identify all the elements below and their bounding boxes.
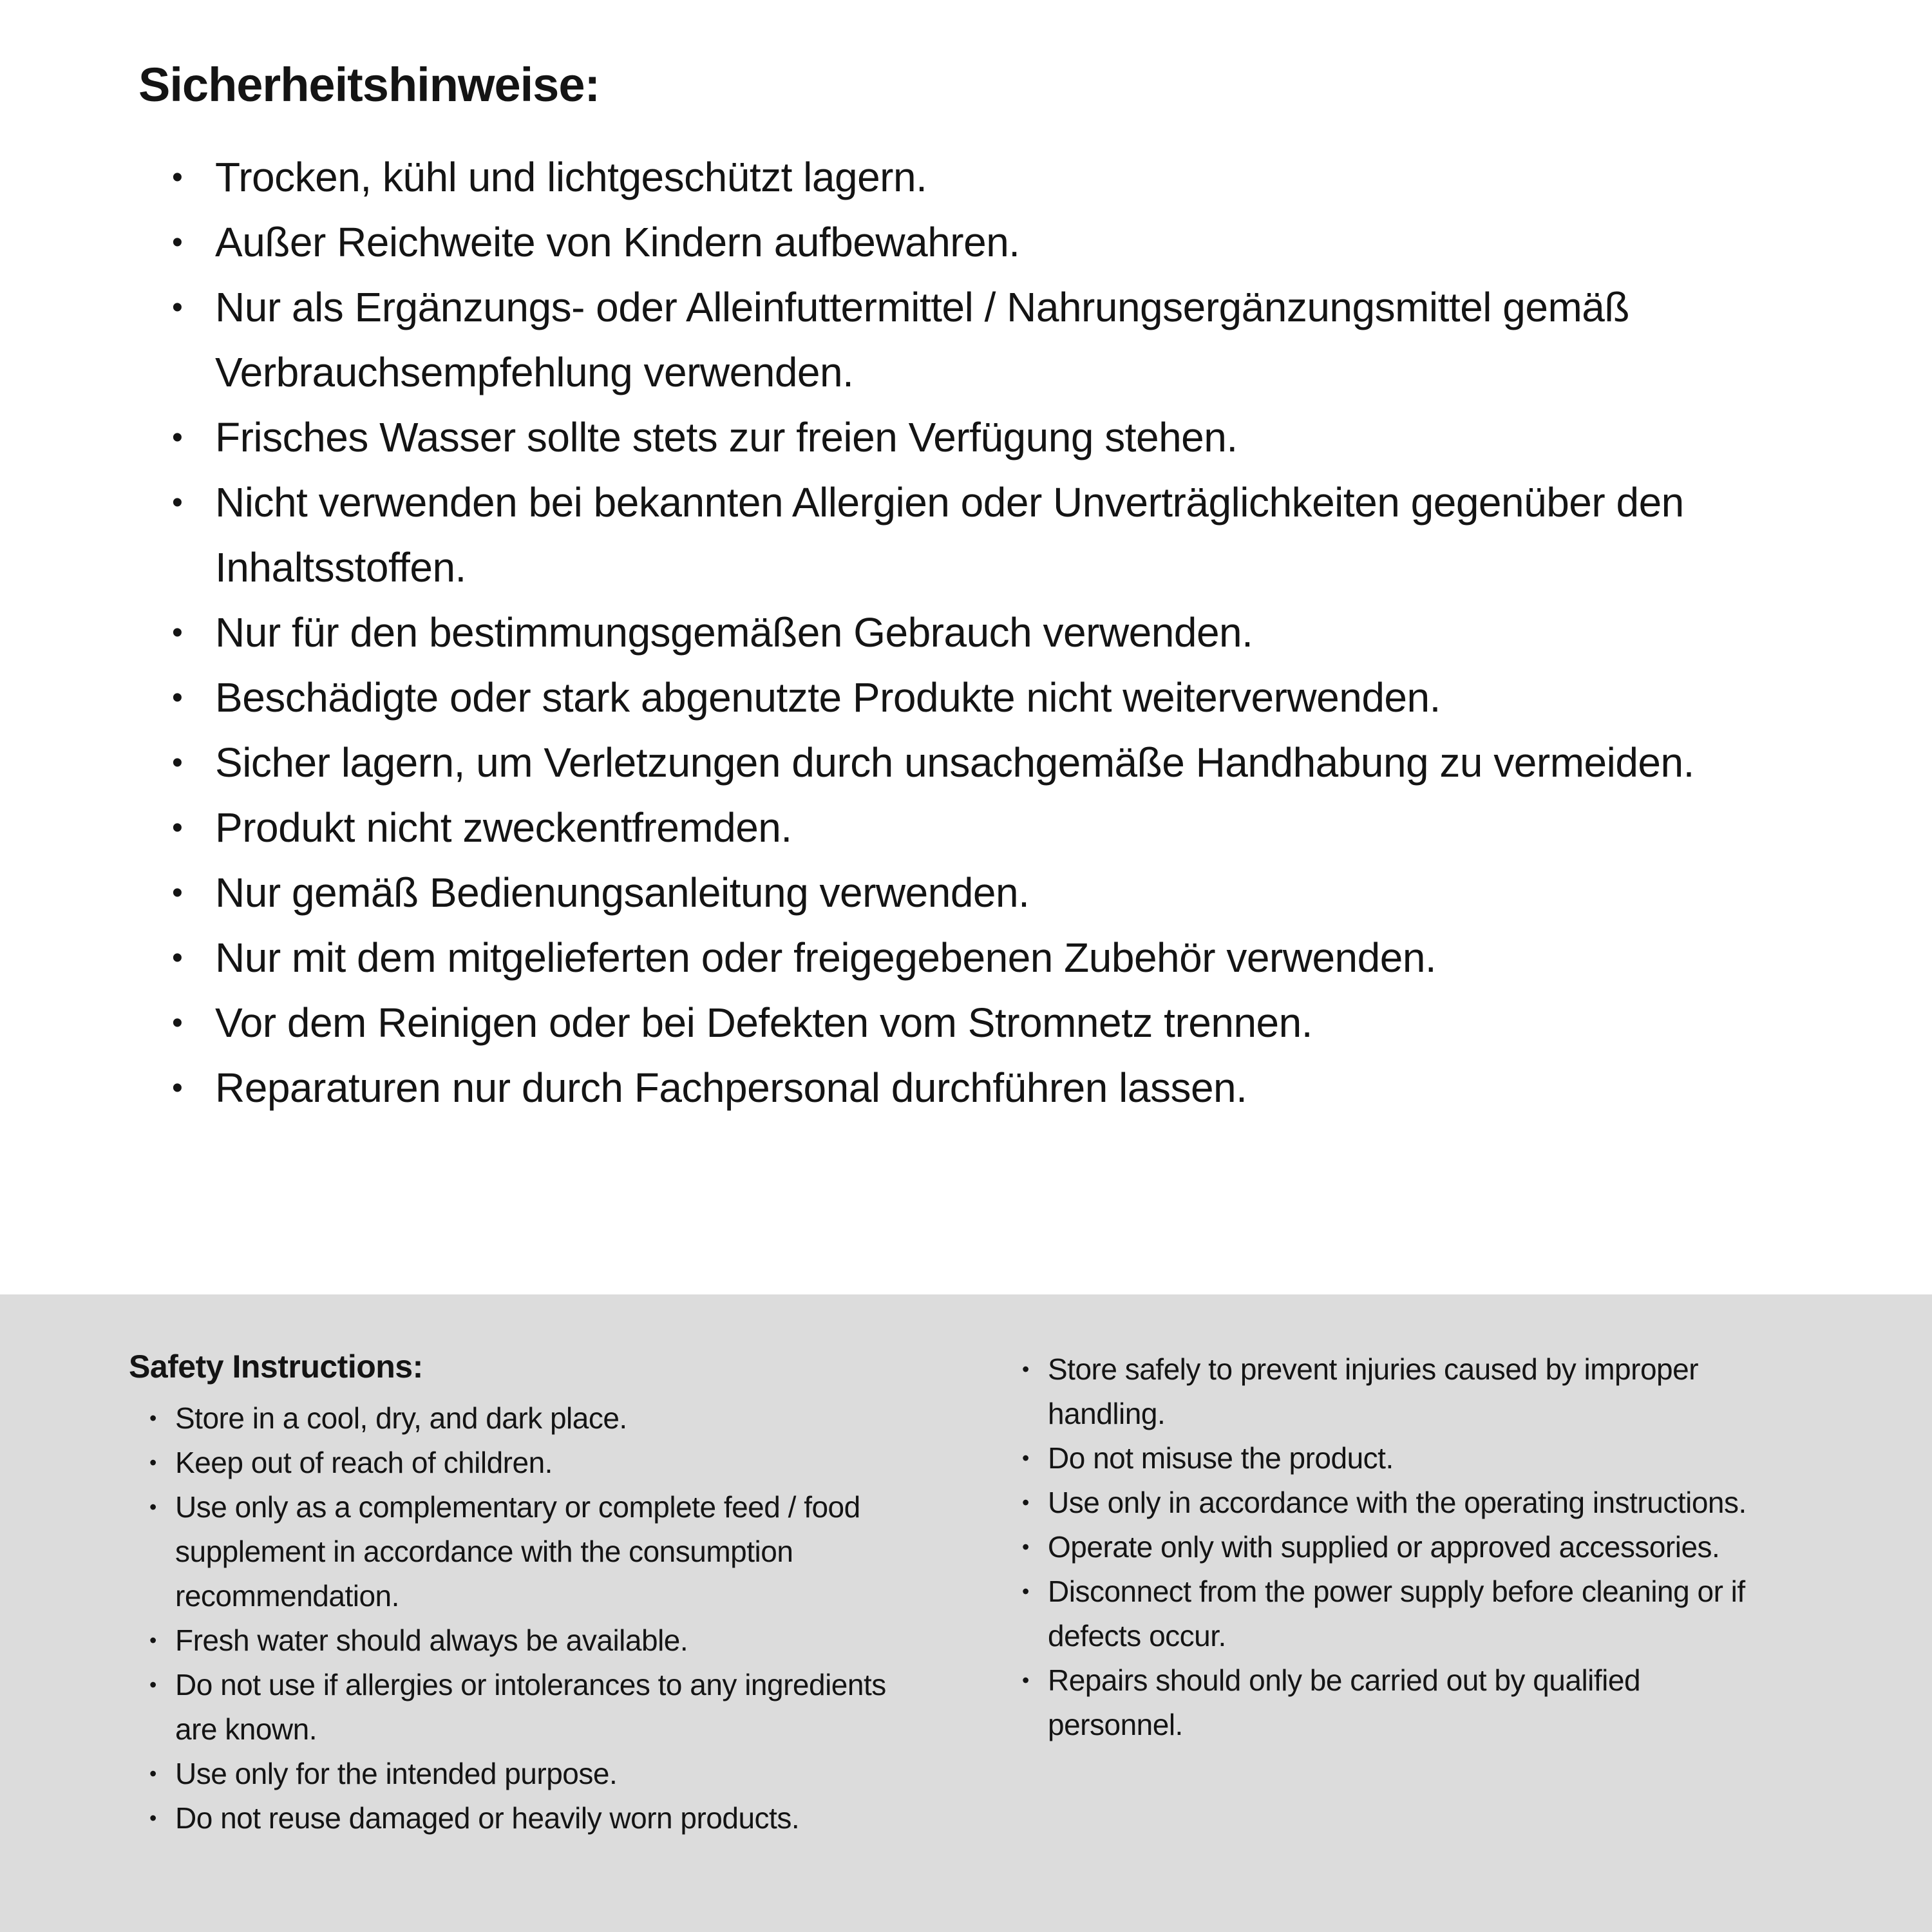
list-item-text: Vor dem Reinigen oder bei Defekten vom Stromnetz trennen. — [215, 999, 1312, 1046]
bullet-marker: • — [149, 1451, 156, 1474]
list-item-text: Store in a cool, dry, and dark place. — [175, 1401, 627, 1435]
list-item-text: Use only for the intended purpose. — [175, 1757, 618, 1790]
bullet-marker: • — [172, 680, 183, 715]
bullet-marker: • — [1022, 1580, 1029, 1603]
bullet-marker: • — [172, 745, 183, 780]
list-item — [138, 600, 1761, 665]
english-left-column — [129, 1347, 1001, 1841]
bullet-marker: • — [149, 1406, 156, 1430]
list-item — [1001, 1569, 1752, 1658]
bullet-marker: • — [172, 420, 183, 455]
bullet-marker: • — [172, 615, 183, 650]
list-item-text: Sicher lagern, um Verletzungen durch unsachgemäße Handhabung zu vermeiden. — [215, 739, 1694, 786]
list-item — [138, 1056, 1761, 1121]
list-item — [138, 990, 1761, 1056]
bullet-marker: • — [172, 1070, 183, 1105]
list-item — [138, 470, 1761, 600]
bullet-marker: • — [149, 1629, 156, 1652]
list-item-text: Nur als Ergänzungs- oder Alleinfuttermittel / Nahrungsergänzungsmittel gemäß Verbrauchsempfehlung verwenden. — [215, 283, 1629, 395]
list-item — [138, 860, 1761, 925]
list-item — [1001, 1347, 1752, 1436]
list-item — [129, 1618, 889, 1663]
bullet-marker: • — [1022, 1535, 1029, 1558]
list-item — [129, 1396, 889, 1441]
bullet-marker: • — [149, 1806, 156, 1830]
list-item — [138, 730, 1761, 795]
list-item — [129, 1796, 889, 1841]
english-section — [0, 1294, 1932, 1932]
list-item-text: Keep out of reach of children. — [175, 1446, 553, 1479]
german-section-title: Sicherheitshinweise: — [138, 58, 600, 111]
list-item — [138, 275, 1761, 405]
list-item-text: Do not reuse damaged or heavily worn products. — [175, 1801, 800, 1835]
english-safety-list-left — [129, 1396, 889, 1841]
bullet-marker: • — [172, 810, 183, 845]
list-item-text: Do not misuse the product. — [1048, 1441, 1394, 1475]
list-item-text: Fresh water should always be available. — [175, 1624, 688, 1657]
bullet-marker: • — [149, 1673, 156, 1696]
list-item-text: Repairs should only be carried out by qualified personnel. — [1048, 1663, 1641, 1741]
list-item-text: Reparaturen nur durch Fachpersonal durchführen lassen. — [215, 1064, 1247, 1111]
list-item — [138, 665, 1761, 730]
list-item — [129, 1441, 889, 1485]
list-item — [138, 210, 1761, 275]
list-item-text: Trocken, kühl und lichtgeschützt lagern. — [215, 153, 927, 200]
bullet-marker: • — [172, 1005, 183, 1040]
bullet-marker: • — [172, 485, 183, 520]
list-item-text: Use only in accordance with the operating instructions. — [1048, 1486, 1747, 1519]
list-item-text: Nur mit dem mitgelieferten oder freigegebenen Zubehör verwenden. — [215, 934, 1437, 981]
list-item — [129, 1485, 889, 1618]
list-item-text: Use only as a complementary or complete feed / food supplement in accordance with the consumption recommendation. — [175, 1490, 860, 1613]
list-item — [138, 925, 1761, 990]
list-item-text: Disconnect from the power supply before cleaning or if defects occur. — [1048, 1575, 1745, 1653]
bullet-marker: • — [1022, 1491, 1029, 1514]
bullet-marker: • — [172, 875, 183, 910]
list-item-text: Operate only with supplied or approved accessories. — [1048, 1530, 1720, 1564]
list-item — [129, 1663, 889, 1752]
list-item-text: Nur gemäß Bedienungsanleitung verwenden. — [215, 869, 1030, 916]
list-item — [138, 795, 1761, 860]
list-item-text: Store safely to prevent injuries caused by improper handling. — [1048, 1352, 1699, 1430]
list-item-text: Frisches Wasser sollte stets zur freien Verfügung stehen. — [215, 413, 1238, 460]
bullet-marker: • — [172, 225, 183, 260]
list-item — [1001, 1481, 1752, 1525]
bullet-marker: • — [172, 290, 183, 325]
list-item — [129, 1752, 889, 1796]
list-item-text: Beschädigte oder stark abgenutzte Produkte nicht weiterverwenden. — [215, 674, 1441, 721]
list-item-text: Außer Reichweite von Kindern aufbewahren. — [215, 218, 1020, 265]
english-safety-list-right — [1001, 1347, 1752, 1747]
list-item — [138, 405, 1761, 470]
bullet-marker: • — [149, 1762, 156, 1785]
german-safety-list — [138, 145, 1761, 1121]
bullet-marker: • — [172, 160, 183, 194]
list-item-text: Nur für den bestimmungsgemäßen Gebrauch verwenden. — [215, 609, 1253, 656]
bullet-marker: • — [1022, 1358, 1029, 1381]
list-item — [1001, 1436, 1752, 1481]
bullet-marker: • — [1022, 1669, 1029, 1692]
bullet-marker: • — [1022, 1446, 1029, 1470]
bullet-marker: • — [172, 940, 183, 975]
english-section-title: Safety Instructions: — [129, 1349, 423, 1385]
list-item — [138, 145, 1761, 210]
list-item-text: Nicht verwenden bei bekannten Allergien oder Unverträglichkeiten gegenüber den Inhaltsstoffen. — [215, 478, 1684, 591]
list-item — [1001, 1525, 1752, 1569]
list-item-text: Do not use if allergies or intolerances to any ingredients are known. — [175, 1668, 886, 1746]
list-item-text: Produkt nicht zweckentfremden. — [215, 804, 792, 851]
bullet-marker: • — [149, 1495, 156, 1519]
english-right-column — [1001, 1347, 1752, 1747]
list-item — [1001, 1658, 1752, 1747]
